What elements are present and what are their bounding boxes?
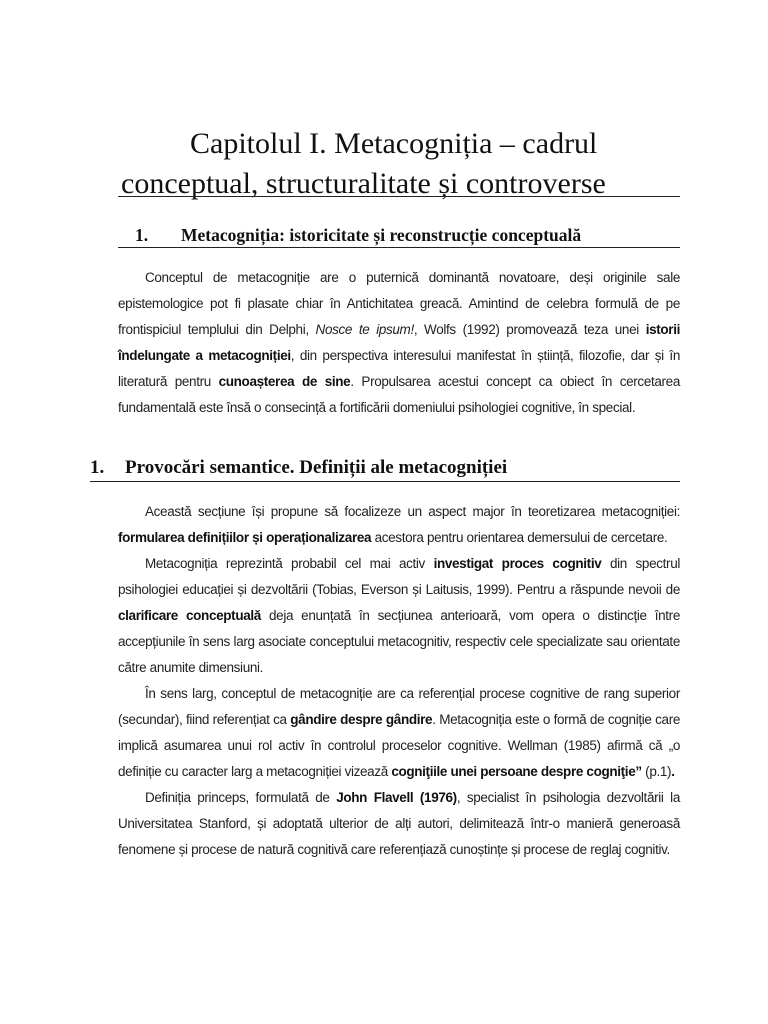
paragraph: Conceptul de metacogniție are o puternică dominantă novatoare, deși originile sale epistemologice pot fi plasate chiar în Antichitatea greacă. Amintind de celebra formulă de pe frontispiciul templului din Delphi, Nosce te ipsum!, Wolfs (1992) promovează teza unei istorii îndelungate a metacogniției, din perspectiva interesului manifestat în știință, filozofie, dar și în literatură pentru cunoașterea de sine. Propulsarea acestui concept ca obiect în cercetarea fundamentală este însă o consecință a fortificării domeniului psihologiei cognitive, în special. [118,270,681,415]
bold-term: formularea definițiilor și operaționalizarea [118,530,372,545]
bold-term: cunoașterea de sine [218,374,351,389]
section-2-rule [90,481,680,482]
section-1-title: Metacogniția: istoricitate și reconstrucție conceptuală [181,225,582,245]
section-2-title: Provocări semantice. Definiții ale metacogniției [125,457,508,478]
bold-term: John Flavell (1976) [336,790,457,805]
section-1-number: 1. [135,225,149,245]
bold-term: gândire despre gândire [290,712,433,727]
bold-term: istorii îndelungate a metacogniției [118,322,680,363]
latin-quote: Nosce te ipsum! [315,322,414,337]
paragraph: În sens larg, conceptul de metacogniție are ca referențial procese cognitive de rang superior (secundar), fiind referențiat ca gândire despre gândire. Metacogniția este o formă de cogniție care implică asumarea unui rol activ în controlul proceselor cognitive. Wellman (1985) afirmă că „o definiție cu caracter larg a metacogniției vizează cogniţiile unei persoane despre cogniţie” (p.1). [118,686,680,779]
chapter-title-line-2: conceptual, structuralitate și controverse [121,167,606,200]
bold-term: investigat proces cognitiv [433,556,602,571]
paragraph: Metacogniția reprezintă probabil cel mai activ investigat proces cognitiv din spectrul psihologiei educației și dezvoltării (Tobias, Everson și Laitusis, 1999). Pentru a răspunde nevoii de clarificare conceptuală deja enunțată în secțiunea anterioară, vom opera o distincție între accepțiunile în sens larg asociate conceptului metacognitiv, respectiv cele specializate sau orientate către anumite dimensiuni. [118,556,680,675]
paragraph: Această secțiune își propune să focalizeze un aspect major în teoretizarea metacogniției: formularea definițiilor și operaționalizarea acestora pentru orientarea demersului de cercetare. [118,504,680,545]
bold-term: cogniţiile unei persoane despre cogniţie” [391,764,642,779]
section-1-rule [118,247,680,248]
section-2-body [118,499,680,863]
chapter-title-line-1: Capitolul I. Metacogniția – cadrul [190,127,598,160]
chapter-title [118,124,678,204]
paragraph: Definiția princeps, formulată de John Flavell (1976), specialist în psihologia dezvoltării la Universitatea Stanford, și adoptată ulterior de alți autori, delimitează într-o manieră generoasă fenomene și procese de natură cognitivă care referențiază cunoștințe și procese de reglaj cognitiv. [118,790,680,857]
bold-term: clarificare conceptuală [118,608,261,623]
chapter-title-rule [118,196,680,197]
section-2-number: 1. [90,457,105,478]
section-1-body [118,265,680,421]
